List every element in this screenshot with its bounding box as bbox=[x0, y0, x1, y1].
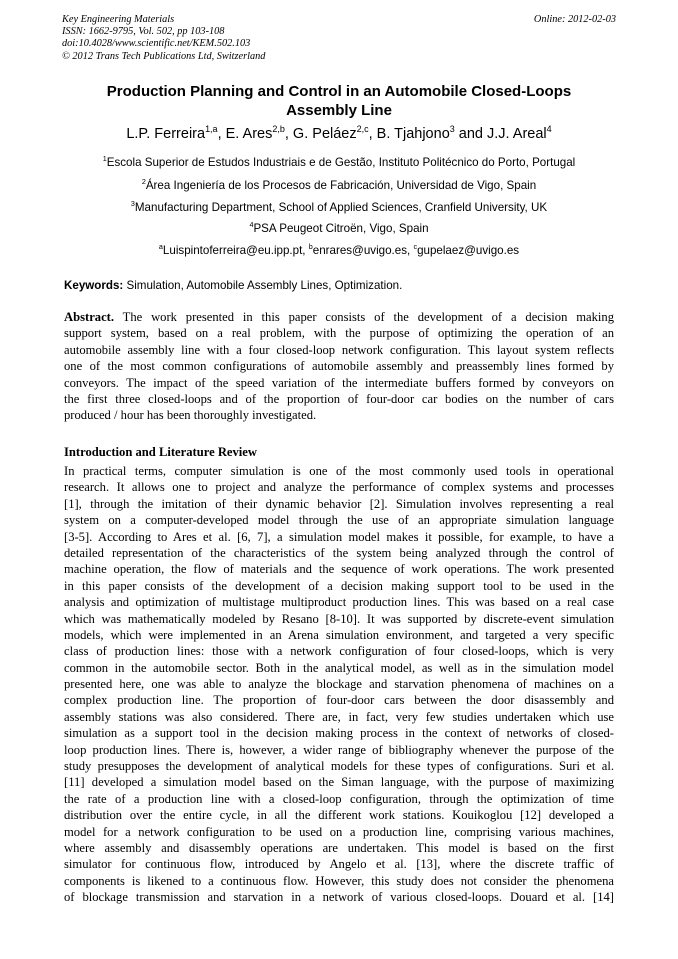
email-address[interactable]: gupelaez@uvigo.es bbox=[417, 244, 520, 257]
affiliation-3 bbox=[62, 201, 616, 215]
body-line: model for a network configuration to be used on a production line, comprising various machines, bbox=[64, 824, 614, 839]
body-line: models, which were implemented in an Arena simulation environment, and targeted a very specific bbox=[64, 627, 614, 642]
body-line: simulator for continuous flow, introduced by Angelo et al. [13], where the discrete traffic of bbox=[64, 857, 614, 872]
body-line: [1], through the imitation of their dynamic behavior [2]. Simulation involves representing a real bbox=[64, 496, 614, 511]
email-marker: b bbox=[308, 242, 313, 252]
body-line: components is likened to a continuous flow. However, this study does not consider the phenomena bbox=[64, 873, 614, 888]
affiliation-marker: 1 bbox=[102, 154, 107, 164]
author-affil-marker: 3 bbox=[449, 124, 455, 135]
body-line: the rate of a production line with a closed-loop configuration, through the optimization of time bbox=[64, 791, 614, 806]
body-line: presented here, one was able to analyze the blockage and starvation phenomena of machines on a bbox=[64, 677, 614, 692]
body-line: simulation as a support tool in the decision making process in the context of networks of closed- bbox=[64, 726, 614, 741]
doi-line[interactable]: doi:10.4028/www.scientific.net/KEM.502.103 bbox=[62, 38, 251, 50]
abstract-line: one of the most common configurations of automobile assembly and preassembly lines formed by bbox=[64, 359, 614, 374]
body-line: assembly stations was also considered. There are, in fact, very few studies undertaken which use bbox=[64, 709, 614, 724]
title-line-2: Assembly Line bbox=[286, 102, 392, 119]
section-heading: Introduction and Literature Review bbox=[64, 445, 257, 459]
abstract bbox=[64, 309, 614, 424]
affiliation-marker: 3 bbox=[130, 199, 135, 209]
abstract-text: The work presented in this paper consists of the development of a decision making bbox=[114, 310, 614, 324]
email-line bbox=[62, 244, 616, 258]
paper-title bbox=[62, 82, 616, 120]
affiliation-marker: 2 bbox=[141, 177, 146, 187]
abstract-line: support system, based on a real problem, with the purpose of optimizing the operation of an bbox=[64, 326, 614, 341]
author-name: and J.J. Areal bbox=[454, 126, 547, 142]
journal-header bbox=[62, 14, 616, 63]
email-marker: a bbox=[158, 242, 163, 252]
body-line: system on a computer-developed model through the use of an appropriate simulation language bbox=[64, 513, 614, 528]
email-marker: c bbox=[413, 242, 418, 252]
body-line: loop production lines. There is, however, a wider range of bibliography whenever the purpose of the bbox=[64, 742, 614, 757]
author-name: , E. Ares bbox=[217, 126, 273, 142]
body-line: machine operation, the flow of materials and the sequence of work operations. The work presented bbox=[64, 562, 614, 577]
affiliation-2 bbox=[62, 179, 616, 193]
body-line: research. It allows one to project and analyze the performance of complex systems and processes bbox=[64, 480, 614, 495]
body-line: [11] developed a simulation model based on the Siman language, with the purpose of maximizing bbox=[64, 775, 614, 790]
body-line: class of production lines: those with a network configuration of four closed-loops, which is very bbox=[64, 644, 614, 659]
author-list bbox=[62, 125, 616, 143]
affiliation-text: Manufacturing Department, School of Applied Sciences, Cranfield University, UK bbox=[134, 201, 548, 214]
author-name: , G. Peláez bbox=[284, 126, 357, 142]
journal-name: Key Engineering Materials bbox=[62, 14, 175, 25]
body-line: detailed representation of the characteristics of the system being analyzed through the control of bbox=[64, 545, 614, 560]
affiliation-marker: 4 bbox=[249, 220, 254, 230]
body-line: which was mathematically modeled by Resano [8-10]. It was supported by discrete-event simulation bbox=[64, 611, 614, 626]
affiliation-4 bbox=[62, 222, 616, 236]
title-line-1: Production Planning and Control in an Automobile Closed-Loops bbox=[106, 83, 572, 100]
affiliation-1 bbox=[62, 156, 616, 170]
affiliation-text: Escola Superior de Estudos Industriais e de Gestão, Instituto Politécnico do Porto, Portugal bbox=[106, 156, 576, 169]
author-affil-marker: 1,a bbox=[205, 124, 218, 135]
affiliation-text: Área Ingeniería de los Procesos de Fabricación, Universidad de Vigo, Spain bbox=[145, 179, 537, 192]
email-address[interactable]: Luispintoferreira@eu.ipp.pt, bbox=[162, 244, 309, 257]
body-line: where assembly and disassembly operations are undertaken. This model is based on the first bbox=[64, 840, 614, 855]
abstract-line: produced / hour has been thoroughly investigated. bbox=[64, 408, 317, 423]
body-line: distribution over the entire cycle, in all the different work stations. Kouikoglou [12] developed a bbox=[64, 808, 614, 823]
copyright-line: © 2012 Trans Tech Publications Ltd, Switzerland bbox=[62, 50, 266, 62]
online-date: Online: 2012-02-03 bbox=[533, 14, 616, 25]
abstract-line: conveyors. The impact of the speed variation of the intermediate buffers formed by conveyors on bbox=[64, 375, 614, 390]
abstract-label: Abstract. bbox=[64, 310, 115, 324]
keywords bbox=[64, 279, 616, 293]
abstract-line bbox=[64, 309, 614, 325]
body-line: In practical terms, computer simulation is one of the most commonly used tools in operational bbox=[64, 464, 614, 478]
body-line: common in the automobile sector. Both in the analytical model, as well as in the simulation model bbox=[64, 660, 614, 675]
body-line: [3-5]. According to Ares et al. [6, 7], a simulation model makes it possible, for example, to have a bbox=[64, 529, 614, 544]
abstract-line: the first three closed-loops and of the proportion of four-door car bodies on the number of cars bbox=[64, 391, 614, 406]
author-name: L.P. Ferreira bbox=[126, 126, 206, 142]
affiliation-text: PSA Peugeot Citroën, Vigo, Spain bbox=[253, 222, 429, 235]
body-line: complex production line. The proportion of four-door cars between the door disassembly and bbox=[64, 693, 614, 708]
keywords-text: Simulation, Automobile Assembly Lines, Optimization. bbox=[123, 279, 403, 292]
author-affil-marker: 4 bbox=[546, 124, 552, 135]
body-line: study presupposes the development of analytical models for these types of configurations. Suri et al. bbox=[64, 759, 614, 774]
issn-line: ISSN: 1662-9795, Vol. 502, pp 103-108 bbox=[62, 26, 225, 38]
body-line: in this paper consists of the development of a decision making support tool to be used in the bbox=[64, 578, 614, 593]
section-body bbox=[64, 463, 614, 906]
body-line: of blockage transmission and starvation in a network of various closed-loops. Douard et al. [14] bbox=[64, 890, 614, 905]
abstract-line: automobile assembly line with a four closed-loop network configuration. This layout system reflects bbox=[64, 342, 614, 357]
keywords-label: Keywords: bbox=[64, 279, 124, 292]
author-name: , B. Tjahjono bbox=[368, 126, 450, 142]
email-address[interactable]: enrares@uvigo.es, bbox=[312, 244, 414, 257]
body-line: analysis and optimization of multistage multiproduct production lines. This was based on a real case bbox=[64, 595, 614, 610]
author-affil-marker: 2,c bbox=[356, 124, 369, 135]
author-affil-marker: 2,b bbox=[272, 124, 285, 135]
